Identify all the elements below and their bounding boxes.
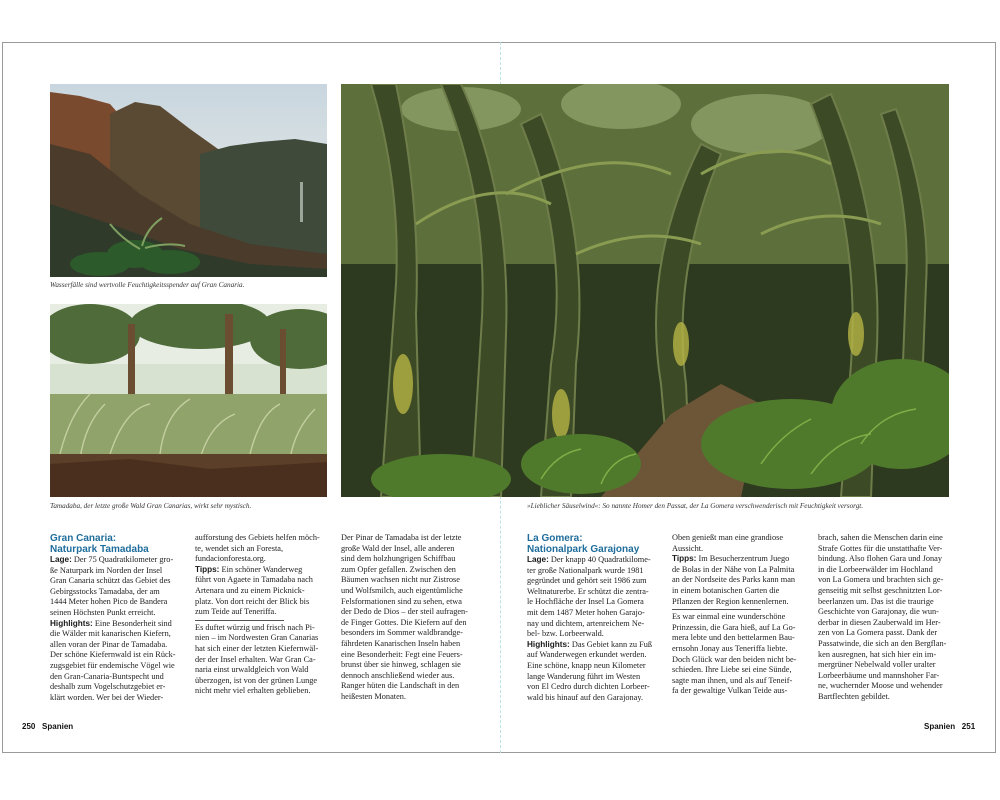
line-text: nay und dichtem, artenreichem Ne- xyxy=(527,618,645,628)
text-line xyxy=(527,640,660,651)
line-text: Bartflechten gebildet. xyxy=(818,691,890,701)
keyword-label: Lage: xyxy=(527,555,549,564)
line-text: platz. Von dort reicht der Blick bis xyxy=(195,596,310,606)
line-text: Gran Canaria schützt das Gebiet des xyxy=(50,576,171,586)
line-text: ne, wuchernder Moose und wehender xyxy=(818,681,943,691)
line-text: allen voran der Pinar de Tamadaba. xyxy=(50,639,168,649)
line-text: Bäumen wachsen nicht nur Zistrose xyxy=(341,575,460,585)
line-text: eine Besonderheit: Fegt eine Feuers- xyxy=(341,649,463,659)
text-line xyxy=(50,619,183,630)
article-text xyxy=(672,533,805,607)
text-line xyxy=(672,644,805,655)
line-text: Der schöne Kiefernwald ist ein Rück- xyxy=(50,650,176,660)
article-column-3 xyxy=(818,533,951,703)
keyword-label: Tipps: xyxy=(195,564,220,574)
article-text xyxy=(818,533,951,703)
text-line xyxy=(341,671,474,682)
section-name: Spanien xyxy=(924,722,956,731)
line-text: naria einst urwaldgleich von Wald xyxy=(195,665,309,675)
text-line xyxy=(818,628,951,639)
line-text: Weltnaturerbe. Er schützt die zentra- xyxy=(527,586,649,596)
text-line xyxy=(50,555,183,566)
line-text: Oben genießt man eine grandiose xyxy=(672,533,784,542)
line-text: Es war einmal eine wunderschöne xyxy=(672,612,786,622)
page-footer-right xyxy=(924,722,975,731)
text-line xyxy=(672,676,805,687)
line-text: in einem botanischen Garten die xyxy=(672,585,780,595)
line-text: brunst über sie hinweg, schlagen sie xyxy=(341,660,461,670)
text-line xyxy=(195,533,328,544)
mountain-landscape-photo xyxy=(50,84,327,277)
text-line xyxy=(527,587,660,598)
line-text: heißesten Monaten. xyxy=(341,691,406,701)
text-line xyxy=(195,655,328,666)
text-line xyxy=(195,644,328,655)
text-line xyxy=(195,686,328,697)
line-text: fährdeten Kanarischen Inseln haben xyxy=(341,638,461,648)
text-line xyxy=(50,597,183,608)
page-footer-left xyxy=(22,722,73,731)
text-line xyxy=(672,575,805,586)
page-number: 250 xyxy=(22,722,36,731)
text-line xyxy=(341,544,474,555)
section-name: Spanien xyxy=(42,722,74,731)
line-text: Ranger hüten die Landschaft in den xyxy=(341,681,460,691)
laurel-forest-photo xyxy=(341,84,949,497)
text-line xyxy=(818,692,951,703)
article-text xyxy=(50,555,183,703)
text-line xyxy=(672,633,805,644)
text-line xyxy=(672,655,805,666)
line-text: beerlanzen um. Das ist die traurige xyxy=(818,596,934,606)
line-text: führt von Agaete in Tamadaba nach xyxy=(195,575,313,585)
text-line xyxy=(527,682,660,693)
text-line xyxy=(341,660,474,671)
text-line xyxy=(341,681,474,692)
text-line xyxy=(818,660,951,671)
text-line xyxy=(341,618,474,629)
text-line xyxy=(818,575,951,586)
text-line xyxy=(50,650,183,661)
line-text: mera lebte und den bettelarmen Bau- xyxy=(672,633,795,643)
line-text: Passatwinde, die sich an den Bergflan- xyxy=(818,638,947,648)
line-text: Aussicht. xyxy=(672,543,704,553)
line-text: die Wälder mit kanarischen Kiefern, xyxy=(50,629,171,639)
text-line xyxy=(527,608,660,619)
text-line xyxy=(341,650,474,661)
text-line xyxy=(341,639,474,650)
line-text: de Bolas in der Nähe von La Palmita xyxy=(672,564,795,574)
line-text: überzogen, ist von der grünen Lunge xyxy=(195,675,318,685)
line-text: te, wendet sich an Foresta, xyxy=(195,543,284,553)
text-line xyxy=(341,565,474,576)
line-text: der der Insel erhalten. War Gran Ca- xyxy=(195,654,316,664)
line-text: der Dedo de Dios – der steil aufragen- xyxy=(341,607,468,617)
line-text: besonders im Sommer waldbrandge- xyxy=(341,628,463,638)
line-text: ter große Nationalpark wurde 1981 xyxy=(527,565,644,575)
pine-forest-photo xyxy=(50,304,327,497)
page-number: 251 xyxy=(961,722,976,731)
line-text: ernsohn Jonay aus Teneriffa liebte. xyxy=(672,643,788,653)
text-line xyxy=(672,623,805,634)
divider xyxy=(672,609,761,610)
line-text: hat sich einer der letzten Kiefernwäl- xyxy=(195,643,319,653)
text-line xyxy=(818,607,951,618)
text-line xyxy=(50,682,183,693)
text-line xyxy=(50,672,183,683)
line-text: von El Cedro durch dichten Lorbeer- xyxy=(527,682,650,692)
line-text: Es duftet würzig und frisch nach Pi- xyxy=(195,622,315,632)
line-text: fundacionforesta.org. xyxy=(195,554,266,564)
line-text: große Wald der Insel, alle anderen xyxy=(341,543,455,553)
text-line xyxy=(195,586,328,597)
line-text: ken ausregnen, hat sich hier ein im- xyxy=(818,649,937,659)
text-line xyxy=(341,628,474,639)
text-line xyxy=(50,587,183,598)
article-column-3 xyxy=(341,533,474,703)
line-text: sind dem holzhungrigen Schiffbau xyxy=(341,554,456,564)
line-text: Ein schöner Wanderweg xyxy=(219,564,303,574)
text-line xyxy=(341,533,474,544)
text-line xyxy=(195,597,328,608)
text-line xyxy=(195,565,328,576)
text-line xyxy=(50,640,183,651)
text-line xyxy=(50,629,183,640)
text-line xyxy=(195,607,328,618)
line-text: mit dem 1487 Meter hohen Garajo- xyxy=(527,607,645,617)
line-text: 1444 Meter hohen Pico de Bandera xyxy=(50,597,168,607)
text-line xyxy=(818,533,951,544)
line-text: klärt worden. Wer bei der Wieder- xyxy=(50,692,164,702)
article-text xyxy=(672,612,805,697)
line-text: seinen Höchsten Punkt erreicht. xyxy=(50,607,156,617)
line-text: nicht mehr viel erhalten geblieben. xyxy=(195,686,311,696)
text-line xyxy=(50,661,183,672)
text-line xyxy=(672,686,805,697)
article-subtitle: Naturpark Tamadaba xyxy=(50,544,149,555)
article-text xyxy=(527,555,660,703)
line-text: aufforstung des Gebiets helfen möch- xyxy=(195,533,320,542)
text-line xyxy=(527,566,660,577)
line-text: zum Opfer gefallen. Zwischen den xyxy=(341,564,456,574)
text-line xyxy=(818,565,951,576)
text-line xyxy=(341,586,474,597)
line-text: wald bis hinauf auf den Garajonay. xyxy=(527,692,644,702)
line-text: Der Pinar de Tamadaba ist der letzte xyxy=(341,533,462,542)
photo-caption: Wasserfälle sind wertvolle Feuchtigkeitsspender auf Gran Canaria. xyxy=(50,281,245,289)
photo-caption: Tamadaba, der letzte große Wald Gran Canarias, wirkt sehr mystisch. xyxy=(50,502,252,510)
text-line xyxy=(672,544,805,555)
text-line xyxy=(527,629,660,640)
text-line xyxy=(818,639,951,650)
line-text: schieden. Ihre Liebe sei eine Sünde, xyxy=(672,665,792,675)
line-text: und Wolfsmilch, auch eigentümliche xyxy=(341,585,463,595)
line-text: gegründet und gehört seit 1986 zum xyxy=(527,576,647,586)
keyword-label: Highlights: xyxy=(50,618,93,628)
photo-caption: »Lieblicher Säuselwind«: So nannte Homer den Passat, der La Gomera verschwenderisch mit Feuchtigkeit versorgt. xyxy=(527,502,864,510)
keyword-label: Tipps: xyxy=(672,554,697,564)
line-text: Artenara und zu einem Picknick- xyxy=(195,585,305,595)
line-text: Strafe Gottes für die unstatthafte Ver- xyxy=(818,543,943,553)
article-column-2 xyxy=(195,533,328,697)
article-text xyxy=(341,533,474,703)
text-line xyxy=(527,650,660,661)
line-text: auf Wanderwegen erkundet werden. xyxy=(527,650,647,660)
line-text: sagte man ihnen, und als auf Teneif- xyxy=(672,675,793,685)
text-line xyxy=(527,619,660,630)
line-text: an der Nordseite des Parks kann man xyxy=(672,575,796,585)
text-line xyxy=(527,597,660,608)
line-text: Gebirgsstocks Tamadaba, der am xyxy=(50,586,160,596)
text-line xyxy=(195,623,328,634)
line-text: lange Wanderung führt im Westen xyxy=(527,671,641,681)
line-text: Im Besucherzentrum Juego xyxy=(696,554,790,564)
line-text: zugsgebiet für endemische Vögel wie xyxy=(50,660,175,670)
line-text: de Finger Gottes. Die Kiefern auf den xyxy=(341,617,467,627)
text-line xyxy=(341,554,474,565)
keyword-label: Highlights: xyxy=(527,639,570,649)
line-text: den Gran-Canaria-Buntspecht und xyxy=(50,671,164,681)
keyword-label: Lage: xyxy=(50,555,72,564)
line-text: bindung. Also flohen Gara und Jonay xyxy=(818,554,942,564)
text-line xyxy=(50,576,183,587)
text-line xyxy=(195,544,328,555)
article-text xyxy=(195,533,328,618)
line-text: genseitig mit selbst geschnitzten Lor- xyxy=(818,585,943,595)
article-title: Gran Canaria: xyxy=(50,533,117,544)
text-line xyxy=(672,586,805,597)
line-text: zen von La Gomera passt. Dank der xyxy=(818,628,938,638)
text-line xyxy=(527,576,660,587)
text-line xyxy=(195,575,328,586)
text-line xyxy=(341,597,474,608)
line-text: Der knapp 40 Quadratkilome- xyxy=(548,555,651,564)
line-text: mergrüner Nebelwald voller uralter xyxy=(818,660,936,670)
text-line xyxy=(672,533,805,544)
line-text: Felsformationen sind zu sehen, etwa xyxy=(341,596,462,606)
text-line xyxy=(818,650,951,661)
text-line xyxy=(818,681,951,692)
text-line xyxy=(818,544,951,555)
line-text: ße Naturpark im Norden der Insel xyxy=(50,565,163,575)
line-text: bel- bzw. Lorbeerwald. xyxy=(527,629,604,639)
line-text: zum Teide auf Teneriffa. xyxy=(195,607,277,617)
line-text: Der 75 Quadratkilometer gro- xyxy=(71,555,174,564)
line-text: Doch Glück war den beiden nicht be- xyxy=(672,654,797,664)
article-column-1 xyxy=(527,533,660,703)
text-line xyxy=(50,693,183,704)
text-line xyxy=(527,672,660,683)
text-line xyxy=(672,554,805,565)
line-text: Prinzessin, die Gara hieß, auf La Go- xyxy=(672,622,796,632)
text-line xyxy=(195,554,328,565)
text-line xyxy=(818,618,951,629)
line-text: le Hochfläche der Insel La Gomera xyxy=(527,597,644,607)
text-line xyxy=(818,586,951,597)
article-subtitle: Nationalpark Garajonay xyxy=(527,544,640,555)
text-line xyxy=(818,597,951,608)
line-text: in die Lorbeerwälder im Hochland xyxy=(818,564,933,574)
text-line xyxy=(672,597,805,608)
article-column-2 xyxy=(672,533,805,697)
line-text: Geschichte von Garajonay, die wun- xyxy=(818,607,939,617)
text-line xyxy=(818,671,951,682)
text-line xyxy=(195,676,328,687)
line-text: dennoch anschließend wieder aus. xyxy=(341,670,455,680)
text-line xyxy=(527,693,660,704)
text-line xyxy=(672,665,805,676)
line-text: Eine Besonderheit sind xyxy=(92,618,172,628)
line-text: von La Gomera und brachten sich ge- xyxy=(818,575,944,585)
article-column-1 xyxy=(50,533,183,703)
article-text xyxy=(195,623,328,697)
text-line xyxy=(195,633,328,644)
text-line xyxy=(818,554,951,565)
line-text: Lorbeerbäume und mannshoher Far- xyxy=(818,670,940,680)
line-text: deshalb zum Vogelschutzgebiet er- xyxy=(50,682,166,692)
text-line xyxy=(50,566,183,577)
text-line xyxy=(341,692,474,703)
text-line xyxy=(527,555,660,566)
line-text: Das Gebiet kann zu Fuß xyxy=(569,639,653,649)
text-line xyxy=(195,665,328,676)
line-text: Eine schöne, knapp neun Kilometer xyxy=(527,660,646,670)
divider xyxy=(195,620,284,621)
text-line xyxy=(341,607,474,618)
article-title: La Gomera: xyxy=(527,533,583,544)
line-text: fa der gewaltige Vulkan Teide aus- xyxy=(672,686,788,696)
text-line xyxy=(672,565,805,576)
line-text: Pflanzen der Region kennenlernen. xyxy=(672,596,789,606)
line-text: brach, sahen die Menschen darin eine xyxy=(818,533,943,542)
text-line xyxy=(527,661,660,672)
text-line xyxy=(672,612,805,623)
line-text: derbar in diesen Zauberwald im Her- xyxy=(818,617,941,627)
line-text: nien – im Nordwesten Gran Canarias xyxy=(195,633,319,643)
text-line xyxy=(341,575,474,586)
text-line xyxy=(50,608,183,619)
